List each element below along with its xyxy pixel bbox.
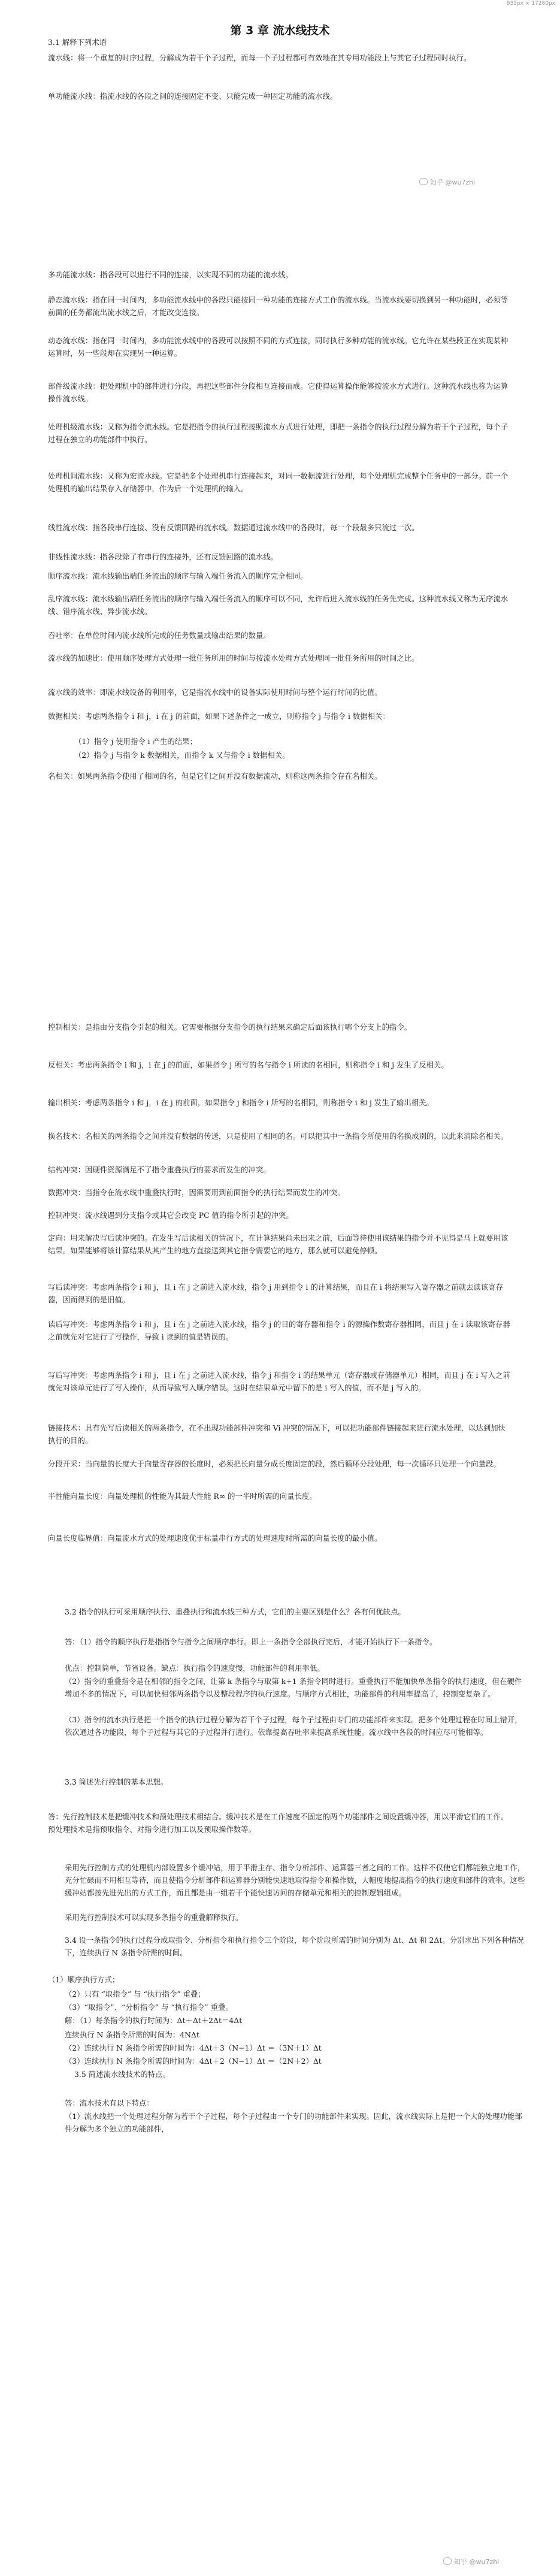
paragraph: 数据冲突：当指令在流水线中重叠执行时，因需要用到前面指令的执行结果而发生的冲突。 [48, 1188, 345, 1197]
paragraph: 部件级流水线：把处理机中的部件进行分段，再把这些部件分段相互连接而成。它使得运算操作能够按流水方式进行。这种流水线也称为运算操作流水线。 [48, 382, 508, 403]
paragraph: 半性能向量长度：向量处理机的性能为其最大性能 R∞ 的一半时所需的向量长度。 [48, 1492, 317, 1501]
paragraph: 向量长度临界值：向量流水方式的处理速度优于标量串行方式的处理速度时所需的向量长度的最小值。 [48, 1534, 382, 1543]
paragraph: 反相关：考虑两条指令 i 和 j，i 在 j 的前面，如果指令 j 所写的名与指令 i 所读的名相同，则称指令 i 和 j 发生了反相关。 [48, 1060, 449, 1069]
zhihu-icon [419, 178, 428, 185]
paragraph: 3.4 设一条指令的执行过程分成取指令、分析指令和执行指令三个阶段，每个阶段所需的时间分别为 Δt、Δt 和 2Δt。分别求出下列各种情况下，连续执行 N 条指令所需的时间。 [65, 1936, 524, 1957]
paragraph: 非线性流水线：指各段除了有串行的连接外，还有反馈回路的流水线。 [48, 552, 279, 561]
paragraph: （1）流水线把一个处理过程分解为若干个子过程，每个子过程由一个专门的功能部件来实现。因此，流水线实际上是把一个大的处理功能部件分解为多个独立的功能部件， [65, 2112, 522, 2133]
paragraph: 名相关：如果两条指令使用了相同的名，但是它们之间并没有数据流动，则称这两条指令存在名相关。 [48, 772, 382, 781]
paragraph: 流水线的效率：即流水线设备的利用率，它是指流水线中的设备实际使用时间与整个运行时间的比值。 [48, 688, 382, 697]
paragraph: 采用先行控制技术可以实现多条指令的重叠解释执行。 [65, 1913, 243, 1922]
paragraph: （2）指令的重叠指令是在相邻的指令之间，让第 k 条指令与取第 k+1 条指令同时进行。重叠执行不能加快单条指令的执行速度，但在硬件增加不多的情况下，可以加快相邻两条指令以及整段程序的执行速度。与顺序方式相比，功能部件的利用率提高了，控制变复杂了。 [65, 1677, 522, 1698]
section-heading: 3.2 指令的执行可采用顺序执行、重叠执行和流水线三种方式，它们的主要区别是什么？各有何优缺点。 [65, 1607, 405, 1616]
paragraph: （2）指令 j 与指令 k 数据相关，而指令 k 又与指令 i 数据相关。 [74, 751, 290, 760]
paragraph: 3.3 简述先行控制的基本思想。 [65, 1777, 168, 1786]
paragraph: 采用先行控制方式的处理机内部设置多个缓冲站，用于平滑主存、指令分析部件、运算器三者之间的工作。这样不仅使它们都能独立地工作，充分忙碌而不用相互等待，而且使指令分析部件和运算器分别能快速地取得指令和操作数，大幅度地提高指令的执行速度和部件的效率。这些缓冲站都按先进先出的方式工作，而且都是由一组若干个能快速访问的存储单元和相关的控制逻辑组成。 [65, 1863, 525, 1897]
paragraph: 优点：控制简单，节省设备。缺点：执行指令的速度慢，功能部件的利用率低。 [65, 1664, 325, 1673]
paragraph: 读后写冲突：考虑两条指令 i 和 j，且 i 在 j 之前进入流水线，指令 j 的目的寄存器和指令 i 的源操作数寄存器相同，而且 j 在 i 读取该寄存器之前就先对它进行了写操作，导致 i 读到的值是错误的。 [48, 1320, 510, 1341]
section-heading: （1）顺序执行方式； [48, 1975, 120, 1984]
paragraph: 乱序流水线：流水线输出端任务流出的顺序与输入端任务流入的顺序可以不同，允许后进入流水线的任务先完成。这种流水线又称为无序流水线、错序流水线、异步流水线。 [48, 594, 508, 616]
paragraph: 写后写冲突：考虑两条指令 i 和 j，且 i 在 j 之前进入流水线，指令 j 和指令 i 的结果单元（寄存器或存储器单元）相同，而且 j 在 i 写入之前就先对该单元进行了写入操作，从而导致写入顺序错误。这时在结果单元中留下的是 i 写入的值，而不是 j 写入的。 [48, 1371, 510, 1392]
paragraph: 动态流水线：指在同一时间内，多功能流水线中的各段可以按照不同的方式连接，同时执行多种功能的流水线。它允许在某些段正在实现某种运算时，另一些段却在实现另一种运算。 [48, 336, 508, 358]
image-size-info: 935px × 17280px [506, 1, 555, 7]
paragraph: （2）连续执行 N 条指令所需的时间为：4Δt＋3（N−1）Δt ＝（3N＋1）Δt [65, 2043, 322, 2052]
chapter-title: 第 3 章 流水线技术 [230, 24, 330, 37]
paragraph: 输出相关：考虑两条指令 i 和 j，i 在 j 的前面，如果指令 j 和指令 i 所写的名相同，则称指令 i 和 j 发生了输出相关。 [48, 1098, 434, 1107]
section-heading: 3.1 解释下列术语 [48, 38, 107, 47]
paragraph: 结构冲突：因硬件资源满足不了指令重叠执行的要求而发生的冲突。 [48, 1165, 271, 1174]
paragraph: 静态流水线：指在同一时间内，多功能流水线中的各段只能按同一种功能的连接方式工作的流水线。当流水线要切换到另一种功能时，必须等前面的任务都流出流水线之后，才能改变连接。 [48, 295, 508, 317]
paragraph: 答：（1）指令的顺序执行是指指令与指令之间顺序串行。即上一条指令全部执行完后，才能开始执行下一条指令。 [65, 1637, 437, 1646]
paragraph: （3）“取指令”、“分析指令” 与 “执行指令” 重叠。 [65, 2003, 233, 2012]
paragraph: 写后读冲突：考虑两条指令 i 和 j，且 i 在 j 之前进入流水线，指令 j 用到指令 i 的计算结果，而且在 i 将结果写入寄存器之前就去读该寄存器，因而得到的是旧值。 [48, 1283, 504, 1304]
viewer-top-bar [0, 0, 560, 8]
paragraph: 分段开采：当向量的长度大于向量寄存器的长度时，必须把长向量分成长度固定的段，然后循环分段处理，每一次循环只处理一个向量段。 [48, 1459, 501, 1468]
paragraph: 换名技术：名相关的两条指令之间并没有数据的传送，只是使用了相同的名。可以把其中一条指令所使用的名换成别的，以此来消除名相关。 [48, 1132, 508, 1141]
paragraph: 流水线的加速比：使用顺序处理方式处理一批任务所用的时间与按流水处理方式处理同一批任务所用的时间之比。 [48, 654, 419, 663]
watermark-bottom: 知乎 @wu7zhi [443, 2557, 499, 2566]
paragraph: 数据相关：考虑两条指令 i 和 j，i 在 j 的前面，如果下述条件之一成立，则称指令 j 与指令 i 数据相关： [48, 712, 390, 721]
section-heading: 答：先行控制技术是把缓冲技术和预处理技术相结合。缓冲技术是在工作速度不固定的两个功能部件之间设置缓冲器，用以平滑它们的工作。预处理技术是指预取指令、对指令进行加工以及预取操作数等。 [48, 1812, 508, 1834]
paragraph: 连续执行 N 条指令所需的时间为：4NΔt [65, 2030, 199, 2039]
paragraph: （1）指令 j 使用指令 i 产生的结果； [74, 737, 197, 746]
paragraph: 控制冲突：流水线遇到分支指令或其它会改变 PC 值的指令所引起的冲突。 [48, 1211, 293, 1220]
paragraph: （2）只有 “取指令” 与 “执行指令” 重叠； [65, 1990, 205, 1998]
paragraph: 吞吐率：在单位时间内流水线所完成的任务数量或输出结果的数量。 [48, 631, 271, 640]
paragraph: 解：（1）每条指令的执行时间为：Δt＋Δt＋2Δt＝4Δt [65, 2016, 243, 2025]
section-heading: 答：流水技术有以下特点： [65, 2099, 154, 2108]
zhihu-icon [443, 2557, 452, 2565]
paragraph: （3）指令的流水执行是把一个指令的执行过程分解为若干个子过程，每个子过程由专门的功能部件来实现。把多个处理过程在时间上错开，依次通过各功能段，每个子过程与其它的子过程并行进行。依靠提高吞吐率来提高系统性能。流水线中各段的时间应尽可能相等。 [65, 1715, 522, 1737]
paragraph: 链接技术：具有先写后读相关的两条指令，在不出现功能部件冲突和 Vi 冲突的情况下，可以把功能部件链接起来进行流水处理，以达到加快执行的目的。 [48, 1423, 506, 1445]
paragraph: 流水线：将一个重复的时序过程，分解成为若干个子过程，而每一个子过程都可有效地在其专用功能段上与其它子过程同时执行。 [48, 53, 471, 62]
paragraph: 定向：用来解决写后读冲突的。在发生写后读相关的情况下，在计算结果尚未出来之前，后面等待使用该结果的指令并不见得是马上就要用该结果。如果能够将该计算结果从其产生的地方直接送到其它指令需要它的地方，那么就可以避免停顿。 [48, 1233, 508, 1255]
paragraph: 顺序流水线：流水线输出端任务流出的顺序与输入端任务流入的顺序完全相同。 [48, 572, 308, 580]
paragraph: 3.5 简述流水线技术的特点。 [74, 2070, 170, 2079]
paragraph: 多功能流水线：指各段可以进行不同的连接，以实现不同的功能的流水线。 [48, 270, 293, 279]
paragraph: （3）连续执行 N 条指令所需的时间为：4Δt＋2（N−1）Δt ＝（2N＋2）Δt [65, 2057, 322, 2066]
paragraph: 处理机级流水线：又称为指令流水线。它是把指令的执行过程按照流水方式进行处理，即把一条指令的执行过程分解为若干个子过程，每个子过程在独立的功能部件中执行。 [48, 422, 508, 444]
watermark-top: 知乎 @wu7zhi [419, 177, 475, 187]
paragraph: 处理机间流水线：又称为宏流水线。它是把多个处理机串行连接起来，对同一数据流进行处理，每个处理机完成整个任务中的一部分。前一个处理机的输出结果存入存储器中，作为后一个处理机的输入。 [48, 471, 508, 493]
paragraph: 线性流水线：指各段串行连接、没有反馈回路的流水线。数据通过流水线中的各段时，每一个段最多只流过一次。 [48, 523, 419, 532]
paragraph: 控制相关：是指由分支指令引起的相关。它需要根据分支指令的执行结果来确定后面该执行哪个分支上的指令。 [48, 1023, 412, 1032]
paragraph: 单功能流水线：指流水线的各段之间的连接固定不变、只能完成一种固定功能的流水线。 [48, 92, 338, 101]
